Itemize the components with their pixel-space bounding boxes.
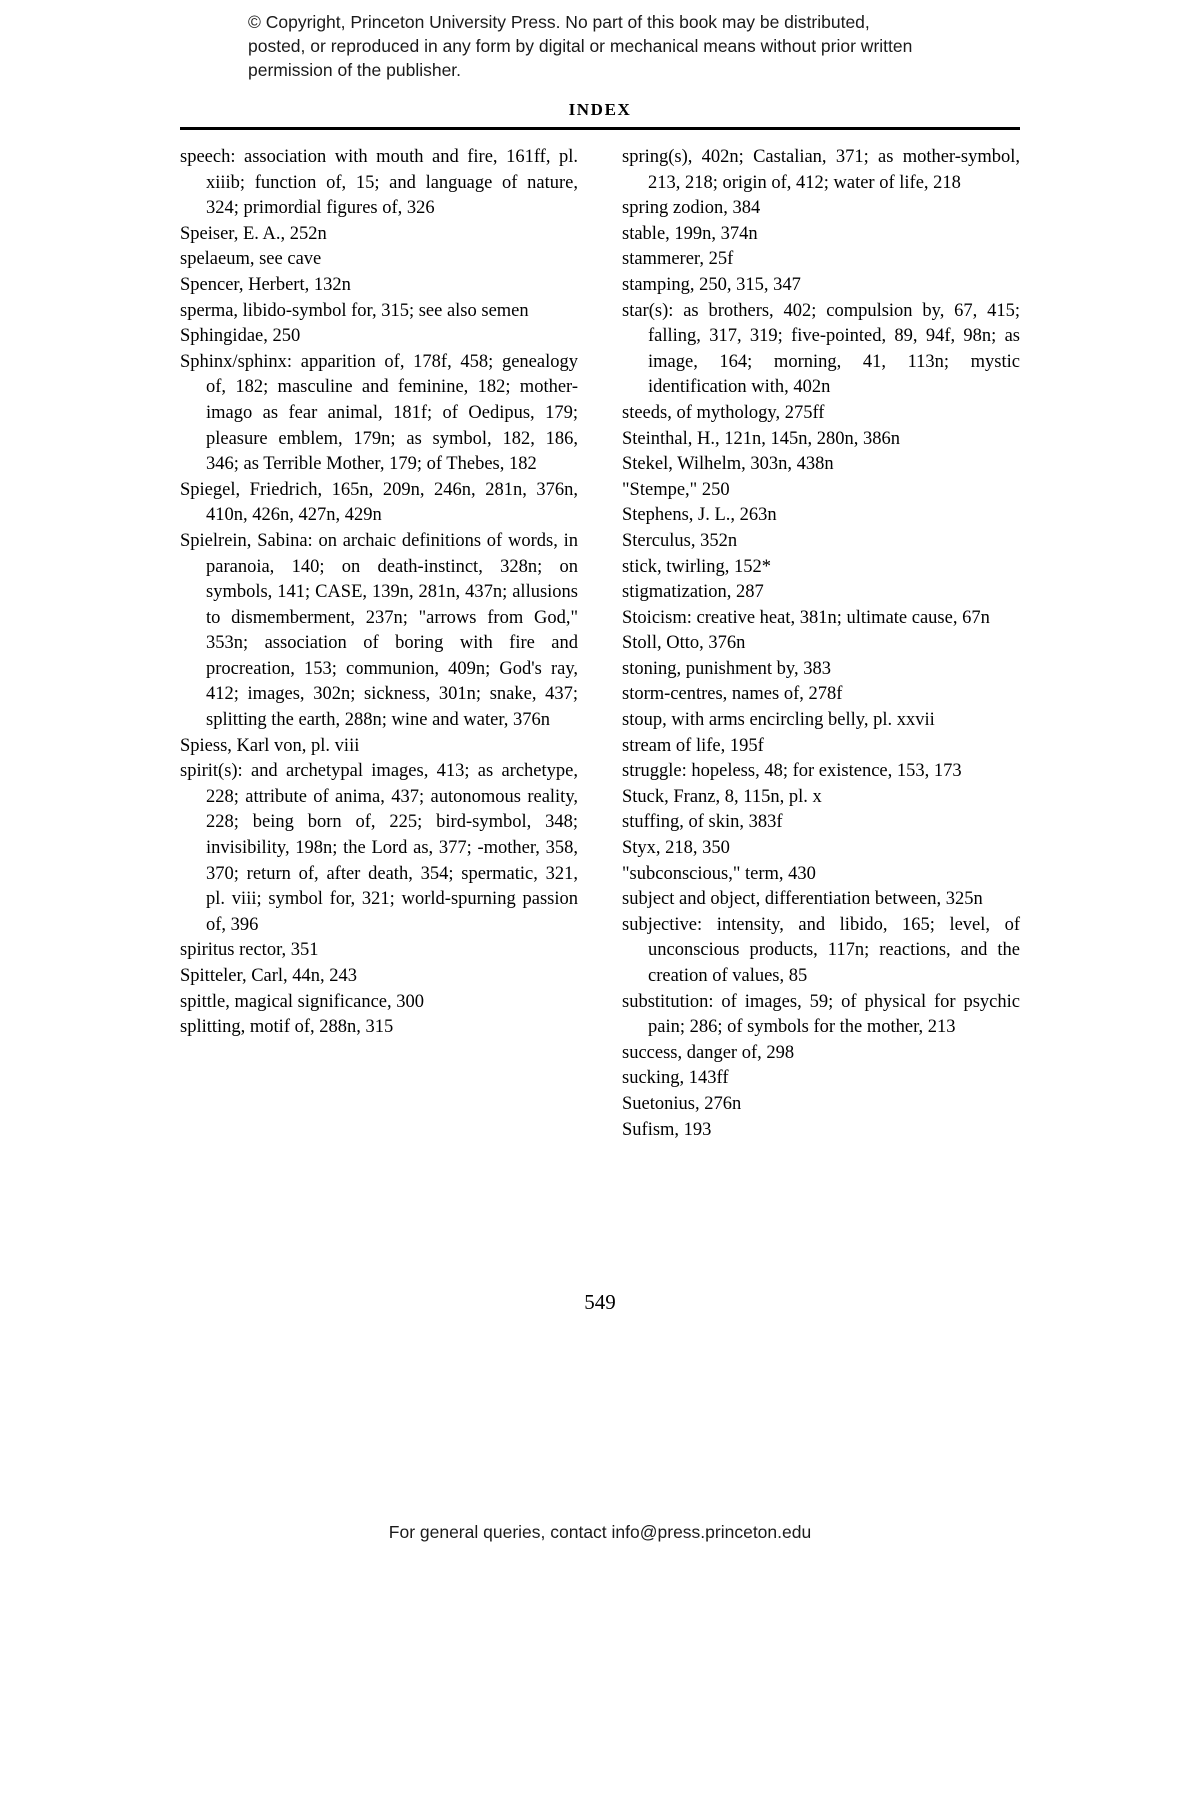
index-entry: "Stempe," 250 [622,479,730,500]
footer-note: For general queries, contact info@press.princeton.edu [388,1522,812,1542]
index-entry: stoup, with arms encircling belly, pl. xxvii [622,710,935,731]
index-entry: Sterculus, 352n [622,530,738,551]
index-entry: Sufism, 193 [622,1119,712,1140]
index-entry: subject and object, differentiation between, 325n [622,889,983,910]
index-entry: spittle, magical significance, 300 [180,991,425,1012]
index-entry: substitution: of images, 59; of physical for psychic pain; 286; of symbols for the mother, 213 [622,991,1020,1038]
index-entry: stream of life, 195f [622,735,764,756]
index-entry: Spitteler, Carl, 44n, 243 [180,966,358,986]
running-head: INDEX [568,100,632,119]
header-rule [180,127,1020,130]
index-entry: spring(s), 402n; Castalian, 371; as mother-symbol, 213, 218; origin of, 412; water of life, 218 [622,147,1020,193]
index-entry: Spiess, Karl von, pl. viii [180,735,360,756]
index-entry: "subconscious," term, 430 [622,863,816,884]
index-entry: Speiser, E. A., 252n [180,223,327,244]
copyright-notice: © Copyright, Princeton University Press. No part of this book may be distributed, posted, or reproduced in any form by digital or mechanical means without prior written permission of the publisher. [248,12,913,80]
index-entry: stamping, 250, 315, 347 [622,274,801,295]
index-entry: subjective: intensity, and libido, 165; level, of unconscious products, 117n; reactions, and the creation of values, 85 [622,914,1020,986]
index-entry: Stuck, Franz, 8, 115n, pl. x [622,786,822,807]
index-entry: stoning, punishment by, 383 [622,658,831,679]
index-entry: stammerer, 25f [622,249,734,270]
index-entry: stigmatization, 287 [622,582,764,603]
index-entry: splitting, motif of, 288n, 315 [180,1017,394,1038]
page-number: 549 [584,1290,616,1314]
index-entry: storm-centres, names of, 278f [622,684,843,705]
index-entry: Stoicism: creative heat, 381n; ultimate cause, 67n [622,607,990,628]
index-entry: Sphingidae, 250 [180,326,301,347]
index-entry: stable, 199n, 374n [622,223,758,244]
index-entry: Sphinx/sphinx: apparition of, 178f, 458; genealogy of, 182; masculine and feminine, 182; mother-imago as fear animal, 181f; of Oedipus, 179; pleasure emblem, 179n; as symbol, 182, 186, 346; as Terrible Mother, 179; of Thebes, 182 [180,351,578,475]
left-column [180,145,578,1143]
index-entry: speech: association with mouth and fire, 161ff, pl. xiiib; function of, 15; and language of nature, 324; primordial figures of, 326 [180,147,578,219]
index-entry: success, danger of, 298 [622,1042,795,1063]
index-entry: struggle: hopeless, 48; for existence, 153, 173 [622,761,962,782]
index-entry: star(s): as brothers, 402; compulsion by, 67, 415; falling, 317, 319; five-pointed, 89, 94f, 98n; as image, 164; morning, 41, 113n; mystic identification with, 402n [622,300,1020,398]
index-entry: steeds, of mythology, 275ff [622,402,825,423]
index-entry: Stoll, Otto, 376n [622,633,746,654]
index-entry: Stekel, Wilhelm, 303n, 438n [622,454,834,475]
index-entry: Steinthal, H., 121n, 145n, 280n, 386n [622,428,901,449]
index-entry: Spencer, Herbert, 132n [180,274,351,295]
index-entry: Suetonius, 276n [622,1093,742,1114]
index-entry: Spielrein, Sabina: on archaic definitions of words, in paranoia, 140; on death-instinct, 328n; on symbols, 141; CASE, 139n, 281n, 437n; allusions to dismemberment, 237n; "arrows from God," 353n; association of boring with fire and procreation, 153; communion, 409n; God's ray, 412; images, 302n; sickness, 301n; snake, 437; splitting the earth, 288n; wine and water, 376n [180,530,578,731]
index-entry: spiritus rector, 351 [180,940,319,961]
index-entry: spirit(s): and archetypal images, 413; as archetype, 228; attribute of anima, 437; autonomous reality, 228; being born of, 225; bird-symbol, 348; invisibility, 198n; the Lord as, 377; -mother, 358, 370; return of, after death, 354; spermatic, 321, pl. viii; symbol for, 321; world-spurning passion of, 396 [180,761,578,935]
right-column [622,145,1020,1143]
index-entry: sperma, libido-symbol for, 315; see also semen [180,300,529,321]
index-entry: Styx, 218, 350 [622,838,730,859]
index-entry: stuffing, of skin, 383f [622,812,783,833]
index-entry: Stephens, J. L., 263n [622,505,777,526]
index-entry: stick, twirling, 152* [622,556,772,577]
index-entry: Spiegel, Friedrich, 165n, 209n, 246n, 281n, 376n, 410n, 426n, 427n, 429n [180,479,578,526]
index-columns [180,145,1020,1143]
index-entry: spelaeum, see cave [180,249,322,270]
index-entry: spring zodion, 384 [622,198,761,219]
index-entry: sucking, 143ff [622,1068,729,1089]
